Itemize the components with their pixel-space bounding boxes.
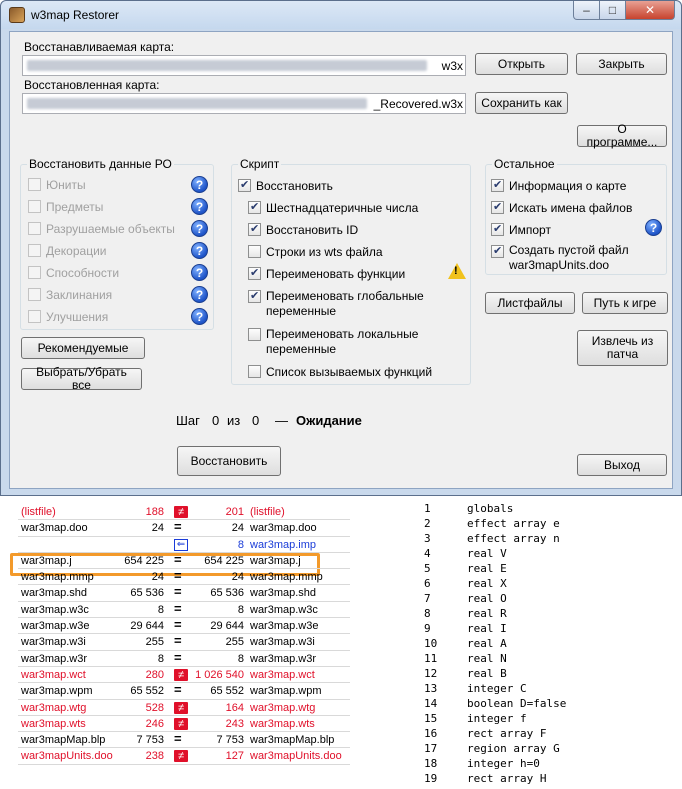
- right-file-size: 201: [225, 506, 244, 518]
- other-title: Остальное: [494, 157, 555, 171]
- left-file-name: war3map.w3r: [21, 652, 88, 665]
- source-map-label: Восстанавливаемая карта:: [24, 40, 175, 54]
- equal-icon: =: [174, 682, 182, 698]
- game-path-button[interactable]: Путь к игре: [582, 292, 668, 314]
- line-number: 17: [424, 742, 438, 755]
- right-file-name: war3mapMap.blp: [250, 734, 335, 747]
- left-file-name: war3map.wpm: [21, 685, 93, 698]
- maximize-button[interactable]: □: [600, 1, 626, 20]
- right-file-name: war3map.shd: [250, 587, 317, 600]
- right-file-name: war3map.doo: [250, 522, 317, 535]
- right-file-size: 243: [225, 717, 244, 730]
- right-file-name: (listfile): [250, 506, 285, 518]
- restore-data-label: Улучшения: [46, 310, 109, 324]
- close-button[interactable]: Закрыть: [576, 53, 667, 75]
- restore-data-checkbox[interactable]: [28, 222, 41, 235]
- right-file-size: 8: [237, 538, 244, 551]
- other-option-label: Создать пустой файл war3mapUnits.doo: [509, 243, 629, 272]
- code-text: real B: [467, 667, 507, 680]
- recommended-button[interactable]: Рекомендуемые: [21, 337, 145, 359]
- script-option-label: Список вызываемых функций: [266, 365, 433, 379]
- code-text: real I: [467, 622, 507, 635]
- arrow-left-icon: ⇐: [174, 539, 188, 551]
- script-option-label: Переименовать функции: [266, 267, 406, 281]
- code-text: real R: [467, 607, 507, 620]
- not-equal-icon: ≠: [174, 718, 188, 730]
- code-text: integer C: [467, 682, 527, 695]
- code-text: real A: [467, 637, 507, 650]
- line-number: 19: [424, 772, 438, 785]
- line-number: 13: [424, 682, 438, 695]
- left-file-size: 255: [145, 636, 164, 649]
- help-icon[interactable]: ?: [191, 198, 208, 215]
- restore-data-checkbox[interactable]: [28, 288, 41, 301]
- script-option-checkbox[interactable]: [248, 267, 261, 280]
- equal-icon: =: [174, 519, 182, 535]
- restore-data-label: Предметы: [46, 200, 104, 214]
- comparison-row: [18, 716, 350, 732]
- restore-data-checkbox[interactable]: [28, 178, 41, 191]
- equal-icon: =: [174, 731, 182, 747]
- right-file-name: war3map.wtg: [250, 701, 316, 714]
- line-number: 14: [424, 697, 438, 710]
- left-file-size: 8: [157, 652, 164, 665]
- help-icon[interactable]: ?: [191, 220, 208, 237]
- right-file-size: 7 753: [216, 734, 244, 747]
- left-file-size: 8: [157, 603, 164, 616]
- right-file-name: war3map.w3c: [250, 603, 318, 616]
- status-current: 0: [212, 413, 220, 428]
- script-option-checkbox[interactable]: [248, 328, 261, 341]
- code-text: integer h=0: [467, 757, 540, 770]
- right-file-size: 24: [231, 571, 244, 584]
- line-number: 18: [424, 757, 438, 770]
- left-file-name: (listfile): [21, 506, 56, 518]
- left-file-size: 65 552: [130, 685, 164, 698]
- comparison-row: [18, 667, 350, 683]
- other-option-label: Искать имена файлов: [509, 201, 633, 215]
- comparison-row: [18, 732, 350, 748]
- status-dash: —: [275, 413, 288, 428]
- right-file-size: 164: [225, 701, 244, 714]
- line-number: 15: [424, 712, 438, 725]
- line-number: 7: [424, 592, 431, 605]
- line-number: 10: [424, 637, 438, 650]
- title-bar[interactable]: [1, 1, 681, 29]
- code-text: effect array n: [467, 532, 560, 545]
- code-text: real O: [467, 592, 507, 605]
- comparison-row: [18, 553, 350, 569]
- comparison-row: [18, 585, 350, 601]
- left-file-name: war3map.shd: [21, 587, 88, 600]
- line-number: 9: [424, 622, 431, 635]
- file-comparison-table: [18, 504, 350, 765]
- caption-buttons: [573, 1, 677, 21]
- left-file-size: 65 536: [130, 587, 164, 600]
- left-file-size: 24: [151, 571, 164, 584]
- script-option-label: Переименовать глобальные переменные: [266, 289, 424, 318]
- code-text: real E: [467, 562, 507, 575]
- right-file-name: war3map.w3e: [250, 620, 319, 633]
- comparison-row: [18, 634, 350, 650]
- comparison-row: [18, 520, 350, 536]
- minimize-button[interactable]: –: [573, 1, 600, 20]
- comparison-row: [18, 504, 350, 520]
- restore-data-checkbox[interactable]: [28, 266, 41, 279]
- right-file-name: war3map.imp: [250, 538, 317, 551]
- left-file-name: war3mapMap.blp: [21, 734, 106, 747]
- code-text: real X: [467, 577, 507, 590]
- help-icon[interactable]: ?: [191, 308, 208, 325]
- script-option-checkbox[interactable]: [248, 365, 261, 378]
- line-number: 5: [424, 562, 431, 575]
- line-number: 4: [424, 547, 431, 560]
- status-of-label: из: [227, 413, 241, 428]
- right-file-size: 654 225: [204, 554, 244, 567]
- line-number: 3: [424, 532, 431, 545]
- import-help-icon[interactable]: ?: [645, 219, 662, 236]
- script-option-label: Строки из wts файла: [266, 245, 383, 259]
- help-icon[interactable]: ?: [191, 286, 208, 303]
- script-option-checkbox[interactable]: [248, 201, 261, 214]
- left-file-size: 29 644: [130, 620, 164, 633]
- equal-icon: =: [174, 584, 182, 600]
- output-map-label: Восстановленная карта:: [24, 78, 160, 92]
- comparison-row: [18, 618, 350, 634]
- restore-data-title: Восстановить данные РО: [29, 157, 172, 171]
- right-file-size: 65 536: [210, 587, 244, 600]
- left-file-name: war3map.wct: [21, 668, 86, 681]
- left-file-name: war3map.doo: [21, 522, 88, 535]
- other-option-label: Информация о карте: [509, 179, 627, 193]
- code-text: effect array e: [467, 517, 560, 530]
- restore-data-label: Заклинания: [46, 288, 113, 302]
- source-map-field[interactable]: [22, 55, 466, 76]
- other-option-label: Импорт: [509, 223, 551, 237]
- right-file-size: 24: [231, 522, 244, 535]
- left-file-size: 7 753: [136, 734, 164, 747]
- left-file-name: war3mapUnits.doo: [21, 750, 113, 763]
- comparison-row: [18, 537, 350, 553]
- right-file-name: war3map.mmp: [250, 571, 323, 584]
- line-number: 6: [424, 577, 431, 590]
- restore-button[interactable]: Восстановить: [177, 446, 281, 476]
- code-text: region array G: [467, 742, 560, 755]
- comparison-row: [18, 748, 350, 764]
- script-option-label: Шестнадцатеричные числа: [266, 201, 419, 215]
- code-text: rect array F: [467, 727, 547, 740]
- line-number: 1: [424, 502, 431, 515]
- right-file-size: 8: [237, 652, 244, 665]
- other-option-checkbox[interactable]: [491, 201, 504, 214]
- listfiles-button[interactable]: Листфайлы: [485, 292, 575, 314]
- script-restore-label: Восстановить: [256, 179, 333, 193]
- not-equal-icon: ≠: [174, 669, 188, 681]
- left-file-size: 654 225: [124, 554, 164, 567]
- code-text: real N: [467, 652, 507, 665]
- code-text: boolean D=false: [467, 697, 567, 710]
- left-file-size: 24: [151, 522, 164, 535]
- right-file-name: war3map.wts: [250, 717, 315, 730]
- equal-icon: =: [174, 551, 182, 567]
- script-option-checkbox[interactable]: [248, 290, 261, 303]
- left-file-name: war3map.w3e: [21, 620, 90, 633]
- equal-icon: =: [174, 568, 182, 584]
- restore-data-label: Разрушаемые объекты: [46, 222, 175, 236]
- client-area: [9, 31, 673, 489]
- not-equal-icon: ≠: [174, 702, 188, 714]
- comparison-row: [18, 683, 350, 699]
- line-number: 16: [424, 727, 438, 740]
- right-file-name: war3map.w3i: [250, 636, 315, 649]
- left-file-size: 246: [145, 717, 164, 730]
- help-icon[interactable]: ?: [191, 176, 208, 193]
- app-icon: [9, 7, 25, 23]
- equal-icon: =: [174, 617, 182, 633]
- other-option-checkbox[interactable]: [491, 179, 504, 192]
- line-number: 8: [424, 607, 431, 620]
- right-file-size: 1 026 540: [195, 668, 244, 681]
- code-text: real V: [467, 547, 507, 560]
- right-file-name: war3map.j: [250, 554, 301, 567]
- left-file-name: war3map.w3i: [21, 636, 86, 649]
- output-map-field[interactable]: [22, 93, 466, 114]
- extract-patch-button[interactable]: Извлечь из патча: [577, 330, 668, 366]
- equal-icon: =: [174, 633, 182, 649]
- restore-data-label: Юниты: [46, 178, 86, 192]
- right-file-name: war3map.w3r: [250, 652, 317, 665]
- line-number: 11: [424, 652, 438, 665]
- right-file-size: 29 644: [210, 620, 244, 633]
- restore-data-label: Способности: [46, 266, 120, 280]
- warning-icon: !: [448, 263, 466, 279]
- restore-data-label: Декорации: [46, 244, 107, 258]
- script-option-label: Восстановить ID: [266, 223, 359, 237]
- equal-icon: =: [174, 600, 182, 616]
- right-file-size: 65 552: [210, 685, 244, 698]
- comparison-row: [18, 700, 350, 716]
- not-equal-icon: ≠: [174, 750, 188, 762]
- status-step-label: Шаг: [176, 413, 200, 428]
- script-option-checkbox[interactable]: [248, 245, 261, 258]
- line-number: 2: [424, 517, 431, 530]
- script-option-label: Переименовать локальные переменные: [266, 327, 419, 356]
- comparison-row: [18, 651, 350, 667]
- left-file-size: 188: [145, 506, 164, 518]
- exit-button[interactable]: Выход: [577, 454, 667, 476]
- source-map-ext: w3x: [441, 59, 463, 73]
- left-file-name: war3map.j: [21, 554, 72, 567]
- right-file-size: 8: [237, 603, 244, 616]
- left-file-size: 238: [145, 750, 164, 763]
- not-equal-icon: ≠: [174, 506, 188, 518]
- equal-icon: =: [174, 649, 182, 665]
- other-option-checkbox[interactable]: [491, 245, 504, 258]
- code-text: globals: [467, 502, 514, 515]
- script-option-checkbox[interactable]: [248, 223, 261, 236]
- left-file-size: 280: [145, 668, 164, 681]
- window-title: w3map Restorer: [31, 8, 120, 22]
- right-file-name: war3map.wpm: [250, 685, 322, 698]
- comparison-row: [18, 569, 350, 585]
- right-file-name: war3mapUnits.doo: [250, 750, 342, 763]
- open-button[interactable]: Открыть: [475, 53, 568, 75]
- output-map-ext: _Recovered.w3x: [373, 97, 463, 111]
- script-restore-checkbox[interactable]: [238, 179, 251, 192]
- close-window-button[interactable]: ✕: [626, 1, 675, 20]
- comparison-row: [18, 602, 350, 618]
- status-state: Ожидание: [296, 413, 362, 428]
- restore-data-checkbox[interactable]: [28, 244, 41, 257]
- other-option-checkbox[interactable]: [491, 223, 504, 236]
- left-file-name: war3map.wtg: [21, 701, 87, 714]
- right-file-size: 127: [225, 750, 244, 763]
- save-as-button[interactable]: Сохранить как: [475, 92, 568, 114]
- toggle-all-button[interactable]: Выбрать/Убрать все: [21, 368, 142, 390]
- left-file-name: war3map.w3c: [21, 603, 89, 616]
- status-total: 0: [252, 413, 260, 428]
- left-file-size: 528: [145, 701, 164, 714]
- code-text: rect array H: [467, 772, 547, 785]
- help-icon[interactable]: ?: [191, 264, 208, 281]
- right-file-size: 255: [225, 636, 244, 649]
- restore-data-checkbox[interactable]: [28, 200, 41, 213]
- line-number: 12: [424, 667, 438, 680]
- script-title: Скрипт: [240, 157, 280, 171]
- right-file-name: war3map.wct: [250, 668, 315, 681]
- left-file-name: war3map.wts: [21, 717, 86, 730]
- left-file-name: war3map.mmp: [21, 571, 94, 584]
- code-text: integer f: [467, 712, 527, 725]
- about-button[interactable]: О программе...: [577, 125, 667, 147]
- help-icon[interactable]: ?: [191, 242, 208, 259]
- restore-data-checkbox[interactable]: [28, 310, 41, 323]
